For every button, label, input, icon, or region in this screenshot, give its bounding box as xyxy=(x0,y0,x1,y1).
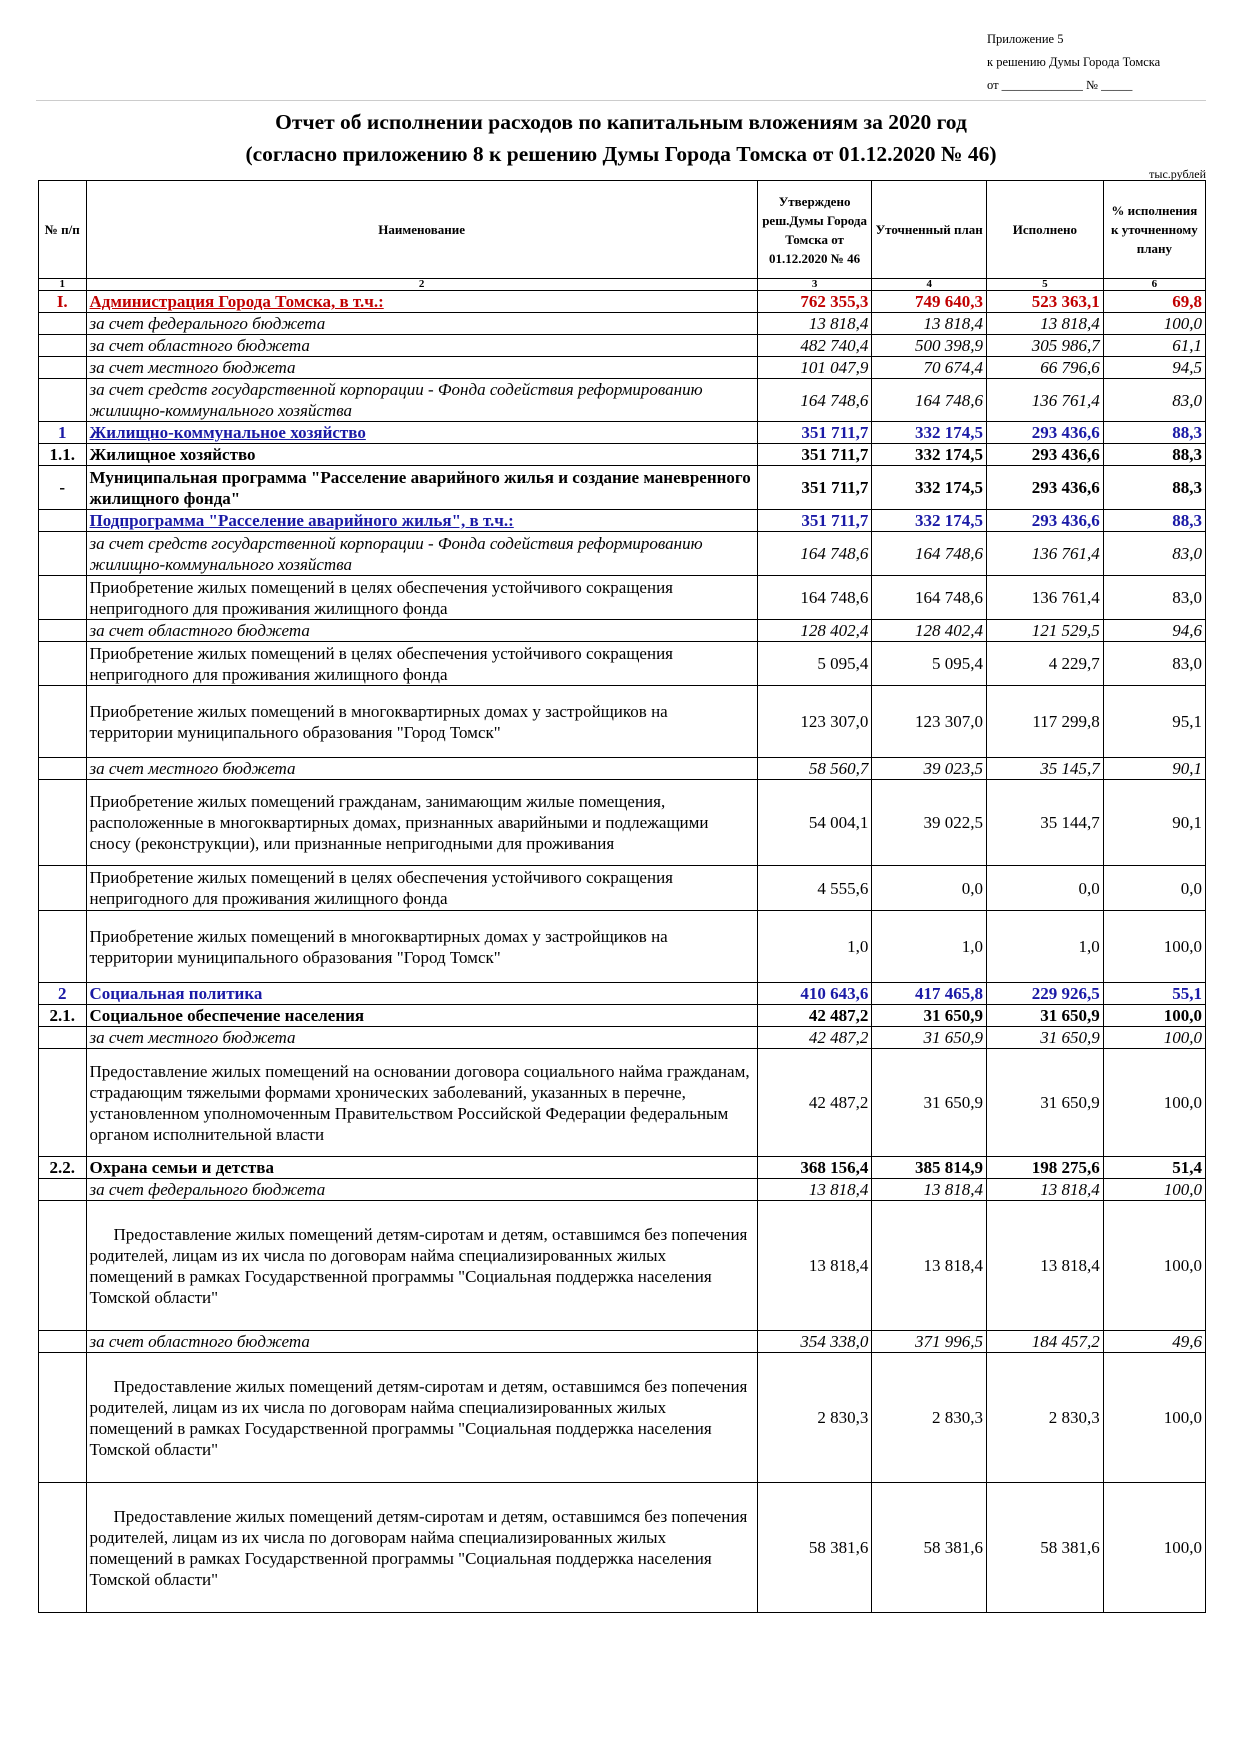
table-row xyxy=(39,313,1206,335)
document-title xyxy=(36,106,1206,170)
row-number: 2.2. xyxy=(39,1157,87,1179)
table-row xyxy=(39,866,1206,911)
row-name-text: Социальная политика xyxy=(89,984,263,1003)
row-executed: 117 299,8 xyxy=(987,686,1104,758)
table-row xyxy=(39,444,1206,466)
row-executed: 305 986,7 xyxy=(987,335,1104,357)
row-number xyxy=(39,1027,87,1049)
row-number xyxy=(39,780,87,866)
row-approved: 101 047,9 xyxy=(757,357,872,379)
row-approved: 58 381,6 xyxy=(757,1483,872,1613)
row-executed: 4 229,7 xyxy=(987,642,1104,686)
row-executed: 136 761,4 xyxy=(987,532,1104,576)
row-percent: 100,0 xyxy=(1103,1353,1205,1483)
header-approved: Утверждено реш.Думы Города Томска от 01.12.2020 № 46 xyxy=(757,181,872,279)
header-name: Наименование xyxy=(86,181,757,279)
row-number xyxy=(39,758,87,780)
row-approved: 351 711,7 xyxy=(757,444,872,466)
row-name: за счет местного бюджета xyxy=(86,758,757,780)
header-no: № п/п xyxy=(39,181,87,279)
row-percent: 0,0 xyxy=(1103,866,1205,911)
table-row xyxy=(39,466,1206,510)
appendix-line-3: от _____________ № _____ xyxy=(987,78,1133,92)
row-number: 1 xyxy=(39,422,87,444)
row-name: Приобретение жилых помещений в многоквартирных домах у застройщиков на территории муниципального образования "Город Томск" xyxy=(86,911,757,983)
row-number xyxy=(39,510,87,532)
row-refined: 31 650,9 xyxy=(872,1027,987,1049)
row-number xyxy=(39,576,87,620)
row-percent: 61,1 xyxy=(1103,335,1205,357)
row-approved: 164 748,6 xyxy=(757,532,872,576)
table-row xyxy=(39,422,1206,444)
table-row xyxy=(39,1005,1206,1027)
row-refined: 749 640,3 xyxy=(872,291,987,313)
row-name: за счет областного бюджета xyxy=(86,335,757,357)
column-index: 4 xyxy=(872,279,987,291)
row-name: за счет местного бюджета xyxy=(86,357,757,379)
row-approved: 164 748,6 xyxy=(757,379,872,422)
row-percent: 88,3 xyxy=(1103,422,1205,444)
row-approved: 762 355,3 xyxy=(757,291,872,313)
row-refined: 332 174,5 xyxy=(872,510,987,532)
table-row xyxy=(39,1027,1206,1049)
appendix-line-2: к решению Думы Города Томска xyxy=(987,55,1161,69)
table-row xyxy=(39,576,1206,620)
header-refined: Уточненный план xyxy=(872,181,987,279)
row-approved: 58 560,7 xyxy=(757,758,872,780)
row-name-text: Администрация Города Томска, в т.ч.: xyxy=(89,292,384,311)
row-executed: 13 818,4 xyxy=(987,1201,1104,1331)
row-number xyxy=(39,1179,87,1201)
row-refined: 13 818,4 xyxy=(872,1179,987,1201)
row-executed: 293 436,6 xyxy=(987,422,1104,444)
row-approved: 54 004,1 xyxy=(757,780,872,866)
row-executed: 31 650,9 xyxy=(987,1027,1104,1049)
row-name: Социальное обеспечение населения xyxy=(86,1005,757,1027)
row-number xyxy=(39,911,87,983)
header-percent: % исполнения к уточненному плану xyxy=(1103,181,1205,279)
table-row xyxy=(39,379,1206,422)
row-refined: 13 818,4 xyxy=(872,1201,987,1331)
column-index: 2 xyxy=(86,279,757,291)
table-row xyxy=(39,1049,1206,1157)
row-executed: 35 144,7 xyxy=(987,780,1104,866)
row-percent: 88,3 xyxy=(1103,510,1205,532)
row-name: Приобретение жилых помещений в целях обеспечения устойчивого сокращения непригодного для проживания жилищного фонда xyxy=(86,576,757,620)
top-divider xyxy=(36,100,1206,101)
row-executed: 293 436,6 xyxy=(987,444,1104,466)
row-refined: 39 023,5 xyxy=(872,758,987,780)
column-index: 3 xyxy=(757,279,872,291)
row-name: за счет местного бюджета xyxy=(86,1027,757,1049)
row-name xyxy=(86,291,757,313)
row-percent: 55,1 xyxy=(1103,983,1205,1005)
column-index: 1 xyxy=(39,279,87,291)
row-number xyxy=(39,532,87,576)
row-number xyxy=(39,642,87,686)
row-approved: 351 711,7 xyxy=(757,466,872,510)
table-row xyxy=(39,510,1206,532)
row-approved: 410 643,6 xyxy=(757,983,872,1005)
unit-label: тыс.рублей xyxy=(1149,167,1206,181)
column-index: 5 xyxy=(987,279,1104,291)
table-row xyxy=(39,911,1206,983)
row-executed: 184 457,2 xyxy=(987,1331,1104,1353)
row-executed: 0,0 xyxy=(987,866,1104,911)
row-name xyxy=(86,983,757,1005)
table-row xyxy=(39,686,1206,758)
title-line-1: Отчет об исполнении расходов по капитальным вложениям за 2020 год xyxy=(275,110,967,134)
row-executed: 13 818,4 xyxy=(987,1179,1104,1201)
row-number xyxy=(39,1353,87,1483)
row-approved: 351 711,7 xyxy=(757,422,872,444)
row-approved: 1,0 xyxy=(757,911,872,983)
row-approved: 42 487,2 xyxy=(757,1049,872,1157)
row-number xyxy=(39,335,87,357)
row-executed: 136 761,4 xyxy=(987,379,1104,422)
row-approved: 123 307,0 xyxy=(757,686,872,758)
report-table xyxy=(38,180,1206,1613)
row-percent: 88,3 xyxy=(1103,466,1205,510)
row-refined: 0,0 xyxy=(872,866,987,911)
row-number xyxy=(39,379,87,422)
table-row xyxy=(39,335,1206,357)
row-percent: 90,1 xyxy=(1103,758,1205,780)
row-executed: 13 818,4 xyxy=(987,313,1104,335)
row-number xyxy=(39,1049,87,1157)
row-name: Приобретение жилых помещений гражданам, занимающим жилые помещения, расположенные в многоквартирных домах, признанных аварийными и подлежащими сносу (реконструкции), или признанные непригодными для проживания xyxy=(86,780,757,866)
row-executed: 2 830,3 xyxy=(987,1353,1104,1483)
row-percent: 100,0 xyxy=(1103,1179,1205,1201)
row-name: Муниципальная программа "Расселение аварийного жилья и создание маневренного жилищного фонда" xyxy=(86,466,757,510)
row-approved: 4 555,6 xyxy=(757,866,872,911)
row-refined: 123 307,0 xyxy=(872,686,987,758)
row-executed: 35 145,7 xyxy=(987,758,1104,780)
row-name: за счет средств государственной корпорации - Фонда содействия реформированию жилищно-коммунального хозяйства xyxy=(86,532,757,576)
row-name: за счет средств государственной корпорации - Фонда содействия реформированию жилищно-коммунального хозяйства xyxy=(86,379,757,422)
row-name: за счет областного бюджета xyxy=(86,620,757,642)
row-percent: 95,1 xyxy=(1103,686,1205,758)
row-number xyxy=(39,357,87,379)
row-executed: 66 796,6 xyxy=(987,357,1104,379)
row-percent: 90,1 xyxy=(1103,780,1205,866)
row-executed: 31 650,9 xyxy=(987,1049,1104,1157)
table-row xyxy=(39,1201,1206,1331)
column-index: 6 xyxy=(1103,279,1205,291)
row-name: Предоставление жилых помещений детям-сиротам и детям, оставшимся без попечения родителей, лицам из их числа по договорам найма специализированных жилых помещений в рамках Государственной программы "Социальная поддержка населения Томской области" xyxy=(86,1353,757,1483)
table-row xyxy=(39,620,1206,642)
header-executed: Исполнено xyxy=(987,181,1104,279)
row-percent: 49,6 xyxy=(1103,1331,1205,1353)
row-number xyxy=(39,1483,87,1613)
table-row xyxy=(39,532,1206,576)
row-refined: 31 650,9 xyxy=(872,1005,987,1027)
row-number xyxy=(39,313,87,335)
row-refined: 5 095,4 xyxy=(872,642,987,686)
row-number xyxy=(39,620,87,642)
row-executed: 31 650,9 xyxy=(987,1005,1104,1027)
table-row xyxy=(39,357,1206,379)
row-percent: 69,8 xyxy=(1103,291,1205,313)
appendix-note xyxy=(987,28,1160,97)
row-approved: 482 740,4 xyxy=(757,335,872,357)
table-row xyxy=(39,780,1206,866)
row-refined: 332 174,5 xyxy=(872,444,987,466)
column-index-row xyxy=(39,279,1206,291)
row-percent: 100,0 xyxy=(1103,313,1205,335)
row-approved: 2 830,3 xyxy=(757,1353,872,1483)
row-number: 1.1. xyxy=(39,444,87,466)
row-approved: 13 818,4 xyxy=(757,1201,872,1331)
row-refined: 128 402,4 xyxy=(872,620,987,642)
table-row xyxy=(39,1331,1206,1353)
row-executed: 121 529,5 xyxy=(987,620,1104,642)
row-refined: 164 748,6 xyxy=(872,379,987,422)
table-row xyxy=(39,758,1206,780)
row-percent: 100,0 xyxy=(1103,1201,1205,1331)
row-approved: 13 818,4 xyxy=(757,1179,872,1201)
row-number: 2 xyxy=(39,983,87,1005)
row-refined: 164 748,6 xyxy=(872,532,987,576)
row-refined: 13 818,4 xyxy=(872,313,987,335)
table-row xyxy=(39,291,1206,313)
row-name: за счет федерального бюджета xyxy=(86,313,757,335)
row-executed: 523 363,1 xyxy=(987,291,1104,313)
row-name-text: Жилищно-коммунальное хозяйство xyxy=(89,423,366,442)
row-executed: 1,0 xyxy=(987,911,1104,983)
row-percent: 100,0 xyxy=(1103,1005,1205,1027)
row-name-text: Подпрограмма "Расселение аварийного жилья", в т.ч.: xyxy=(89,511,514,530)
row-approved: 42 487,2 xyxy=(757,1005,872,1027)
row-name: Охрана семьи и детства xyxy=(86,1157,757,1179)
row-percent: 100,0 xyxy=(1103,911,1205,983)
row-executed: 293 436,6 xyxy=(987,510,1104,532)
table-row xyxy=(39,1179,1206,1201)
title-line-2: (согласно приложению 8 к решению Думы Города Томска от 01.12.2020 № 46) xyxy=(245,142,997,166)
row-approved: 128 402,4 xyxy=(757,620,872,642)
row-percent: 94,5 xyxy=(1103,357,1205,379)
table-header-row xyxy=(39,181,1206,279)
row-approved: 368 156,4 xyxy=(757,1157,872,1179)
row-approved: 5 095,4 xyxy=(757,642,872,686)
row-approved: 13 818,4 xyxy=(757,313,872,335)
row-percent: 83,0 xyxy=(1103,379,1205,422)
row-name: Приобретение жилых помещений в целях обеспечения устойчивого сокращения непригодного для проживания жилищного фонда xyxy=(86,642,757,686)
row-approved: 164 748,6 xyxy=(757,576,872,620)
table-row xyxy=(39,1157,1206,1179)
row-percent: 94,6 xyxy=(1103,620,1205,642)
row-refined: 332 174,5 xyxy=(872,422,987,444)
row-percent: 83,0 xyxy=(1103,642,1205,686)
row-percent: 83,0 xyxy=(1103,576,1205,620)
row-number: - xyxy=(39,466,87,510)
row-name xyxy=(86,510,757,532)
row-number: 2.1. xyxy=(39,1005,87,1027)
row-number xyxy=(39,866,87,911)
row-refined: 2 830,3 xyxy=(872,1353,987,1483)
row-executed: 58 381,6 xyxy=(987,1483,1104,1613)
row-name: Жилищное хозяйство xyxy=(86,444,757,466)
row-number: I. xyxy=(39,291,87,313)
row-refined: 164 748,6 xyxy=(872,576,987,620)
row-name: Приобретение жилых помещений в многоквартирных домах у застройщиков на территории муниципального образования "Город Томск" xyxy=(86,686,757,758)
row-refined: 1,0 xyxy=(872,911,987,983)
row-number xyxy=(39,1331,87,1353)
row-number xyxy=(39,686,87,758)
row-name: за счет федерального бюджета xyxy=(86,1179,757,1201)
row-name: Предоставление жилых помещений детям-сиротам и детям, оставшимся без попечения родителей, лицам из их числа по договорам найма специализированных жилых помещений в рамках Государственной программы "Социальная поддержка населения Томской области" xyxy=(86,1483,757,1613)
row-executed: 293 436,6 xyxy=(987,466,1104,510)
row-percent: 100,0 xyxy=(1103,1483,1205,1613)
row-refined: 371 996,5 xyxy=(872,1331,987,1353)
row-approved: 351 711,7 xyxy=(757,510,872,532)
row-percent: 88,3 xyxy=(1103,444,1205,466)
row-name: за счет областного бюджета xyxy=(86,1331,757,1353)
table-row xyxy=(39,983,1206,1005)
row-refined: 385 814,9 xyxy=(872,1157,987,1179)
table-row xyxy=(39,642,1206,686)
row-refined: 500 398,9 xyxy=(872,335,987,357)
table-body xyxy=(39,291,1206,1613)
row-percent: 100,0 xyxy=(1103,1049,1205,1157)
row-refined: 417 465,8 xyxy=(872,983,987,1005)
row-refined: 332 174,5 xyxy=(872,466,987,510)
row-executed: 198 275,6 xyxy=(987,1157,1104,1179)
row-name: Предоставление жилых помещений на основании договора социального найма гражданам, страдающим тяжелыми формами хронических заболеваний, указанных в перечне, установленном уполномоченным Правительством Российской Федерации федеральным органом исполнительной власти xyxy=(86,1049,757,1157)
row-approved: 354 338,0 xyxy=(757,1331,872,1353)
row-name: Предоставление жилых помещений детям-сиротам и детям, оставшимся без попечения родителей, лицам из их числа по договорам найма специализированных жилых помещений в рамках Государственной программы "Социальная поддержка населения Томской области" xyxy=(86,1201,757,1331)
row-refined: 58 381,6 xyxy=(872,1483,987,1613)
row-executed: 136 761,4 xyxy=(987,576,1104,620)
table-row xyxy=(39,1483,1206,1613)
row-percent: 83,0 xyxy=(1103,532,1205,576)
row-name xyxy=(86,422,757,444)
row-number xyxy=(39,1201,87,1331)
appendix-line-1: Приложение 5 xyxy=(987,32,1064,46)
row-executed: 229 926,5 xyxy=(987,983,1104,1005)
table-row xyxy=(39,1353,1206,1483)
row-percent: 51,4 xyxy=(1103,1157,1205,1179)
row-percent: 100,0 xyxy=(1103,1027,1205,1049)
row-approved: 42 487,2 xyxy=(757,1027,872,1049)
row-name: Приобретение жилых помещений в целях обеспечения устойчивого сокращения непригодного для проживания жилищного фонда xyxy=(86,866,757,911)
row-refined: 70 674,4 xyxy=(872,357,987,379)
row-refined: 31 650,9 xyxy=(872,1049,987,1157)
row-refined: 39 022,5 xyxy=(872,780,987,866)
